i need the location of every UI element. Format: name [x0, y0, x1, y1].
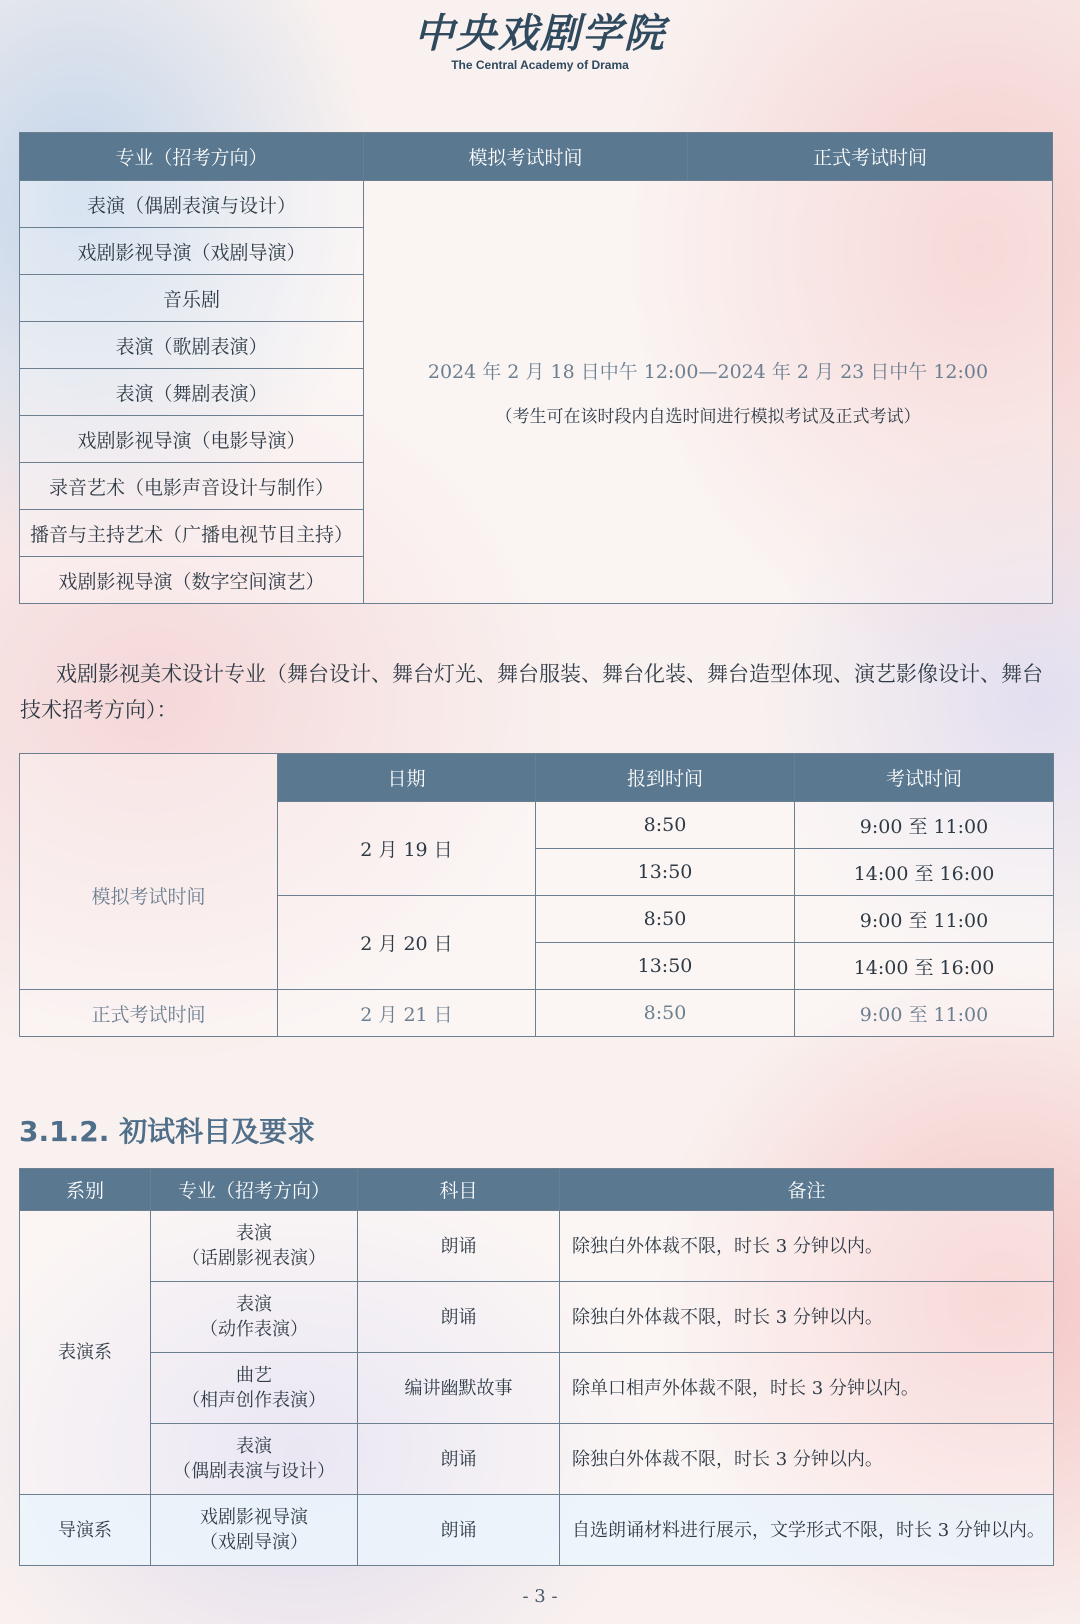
exam-time-table — [19, 132, 1053, 604]
date-cell: 2 月 20 日 — [278, 896, 536, 990]
table-row — [20, 1211, 1054, 1282]
major-cell — [151, 1424, 358, 1495]
major-cell: 戏剧影视导演（数字空间演艺） — [20, 557, 364, 604]
table-row — [20, 990, 1054, 1037]
logo-chinese-name: 中央戏剧学院 — [414, 10, 666, 57]
subject-cell: 朗诵 — [358, 1424, 560, 1495]
exam-time-cell — [364, 181, 1053, 604]
major-cell: 播音与主持艺术（广播电视节目主持） — [20, 510, 364, 557]
checkin-cell: 8:50 — [536, 990, 795, 1037]
header-date: 日期 — [278, 754, 536, 802]
major-direction: （偶剧表演与设计） — [173, 1461, 335, 1482]
exam-time-cell: 14:00 至 16:00 — [795, 849, 1054, 896]
major-cell: 表演（歌剧表演） — [20, 322, 364, 369]
page-number: - 3 - — [522, 1586, 558, 1607]
checkin-cell: 8:50 — [536, 802, 795, 849]
art-design-schedule-table — [19, 753, 1054, 1037]
major-name: 表演 — [236, 1436, 272, 1457]
subject-cell: 编讲幽默故事 — [358, 1353, 560, 1424]
major-cell — [151, 1495, 358, 1566]
exam-time-note: （考生可在该时段内自选时间进行模拟考试及正式考试） — [495, 407, 921, 427]
note-cell: 除单口相声外体裁不限，时长 3 分钟以内。 — [560, 1353, 1054, 1424]
header-major: 专业（招考方向） — [20, 133, 364, 181]
formal-exam-label: 正式考试时间 — [20, 990, 278, 1037]
major-direction: （戏剧导演） — [200, 1532, 308, 1553]
major-cell: 录音艺术（电影声音设计与制作） — [20, 463, 364, 510]
major-cell: 戏剧影视导演（戏剧导演） — [20, 228, 364, 275]
exam-time-range: 2024 年 2 月 18 日中午 12:00—2024 年 2 月 23 日中午 12:00 — [427, 361, 989, 383]
major-direction: （话剧影视表演） — [182, 1248, 326, 1269]
note-cell: 除独白外体裁不限，时长 3 分钟以内。 — [560, 1424, 1054, 1495]
academy-logo — [0, 10, 1080, 72]
subject-cell: 朗诵 — [358, 1495, 560, 1566]
header-major: 专业（招考方向） — [151, 1169, 358, 1211]
header-mock-time: 模拟考试时间 — [364, 133, 688, 181]
exam-time-cell: 9:00 至 11:00 — [795, 896, 1054, 943]
table-row — [20, 1424, 1054, 1495]
subjects-table — [19, 1168, 1054, 1566]
major-cell: 表演（偶剧表演与设计） — [20, 181, 364, 228]
date-cell: 2 月 21 日 — [278, 990, 536, 1037]
corner-cell — [20, 754, 278, 802]
major-cell — [151, 1353, 358, 1424]
exam-time-cell: 14:00 至 16:00 — [795, 943, 1054, 990]
major-name: 曲艺 — [236, 1365, 272, 1386]
major-cell: 表演（舞剧表演） — [20, 369, 364, 416]
major-direction: （动作表演） — [200, 1319, 308, 1340]
table-header-row — [20, 754, 1054, 802]
table-row — [20, 1353, 1054, 1424]
table-row — [20, 1495, 1054, 1566]
major-name: 戏剧影视导演 — [200, 1507, 308, 1528]
major-cell: 戏剧影视导演（电影导演） — [20, 416, 364, 463]
section-title: 3.1.2. 初试科目及要求 — [19, 1115, 316, 1148]
date-cell: 2 月 19 日 — [278, 802, 536, 896]
table-row — [20, 181, 1053, 228]
checkin-cell: 13:50 — [536, 943, 795, 990]
header-notes: 备注 — [560, 1169, 1054, 1211]
header-formal-time: 正式考试时间 — [688, 133, 1053, 181]
header-dept: 系别 — [20, 1169, 151, 1211]
subject-cell: 朗诵 — [358, 1211, 560, 1282]
major-cell: 音乐剧 — [20, 275, 364, 322]
table-header-row — [20, 133, 1053, 181]
major-name: 表演 — [236, 1294, 272, 1315]
note-cell: 除独白外体裁不限，时长 3 分钟以内。 — [560, 1282, 1054, 1353]
checkin-cell: 13:50 — [536, 849, 795, 896]
major-direction: （相声创作表演） — [182, 1390, 326, 1411]
major-name: 表演 — [236, 1223, 272, 1244]
exam-time-cell: 9:00 至 11:00 — [795, 802, 1054, 849]
table-row — [20, 802, 1054, 849]
note-cell: 除独白外体裁不限，时长 3 分钟以内。 — [560, 1211, 1054, 1282]
table-header-row — [20, 1169, 1054, 1211]
logo-english-name: The Central Academy of Drama — [451, 58, 629, 72]
header-subject: 科目 — [358, 1169, 560, 1211]
table-row — [20, 1282, 1054, 1353]
subject-cell: 朗诵 — [358, 1282, 560, 1353]
note-cell: 自选朗诵材料进行展示，文学形式不限，时长 3 分钟以内。 — [560, 1495, 1054, 1566]
mock-exam-label: 模拟考试时间 — [20, 802, 278, 990]
dept-cell: 表演系 — [20, 1211, 151, 1495]
exam-time-cell: 9:00 至 11:00 — [795, 990, 1054, 1037]
dept-cell: 导演系 — [20, 1495, 151, 1566]
art-design-paragraph: 戏剧影视美术设计专业（舞台设计、舞台灯光、舞台服装、舞台化装、舞台造型体现、演艺影像设计、舞台技术招考方向）： — [20, 662, 1043, 722]
major-cell — [151, 1211, 358, 1282]
major-cell — [151, 1282, 358, 1353]
checkin-cell: 8:50 — [536, 896, 795, 943]
header-exam-time: 考试时间 — [795, 754, 1054, 802]
header-checkin: 报到时间 — [536, 754, 795, 802]
